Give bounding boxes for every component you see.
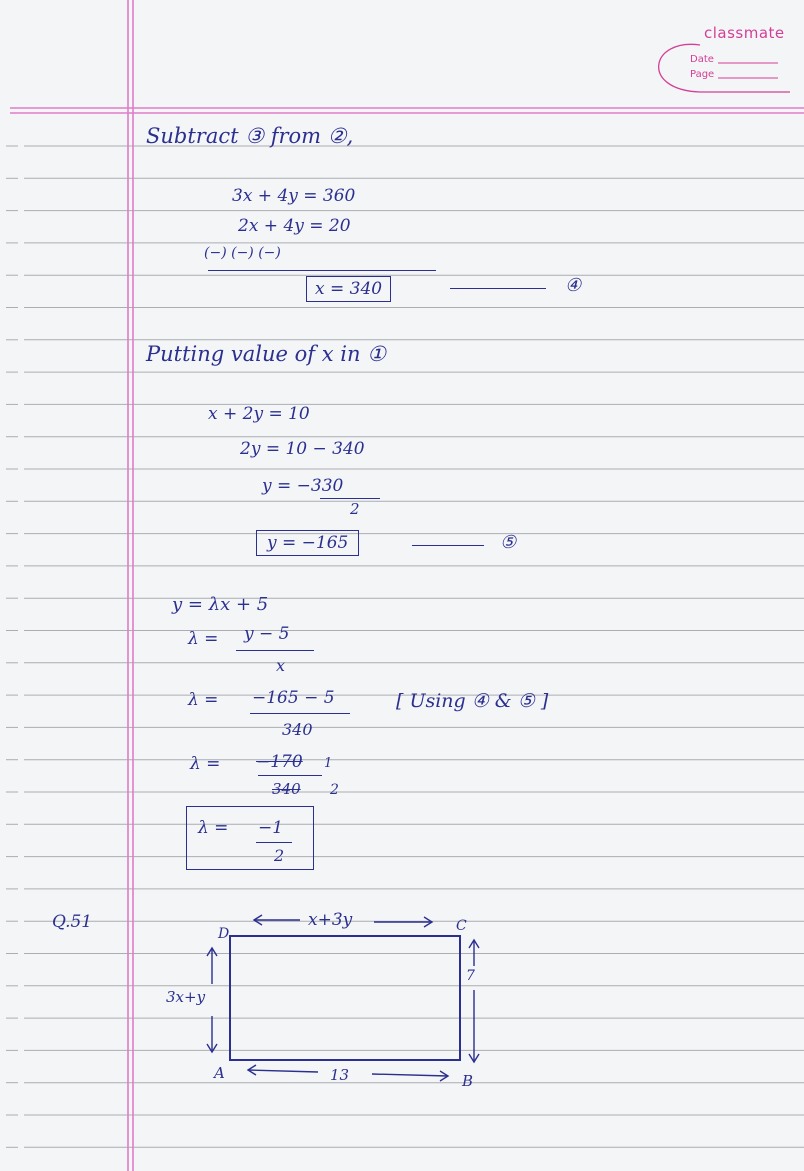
step2-tag: ⑤ — [500, 532, 517, 553]
step3-line2-denominator: x — [276, 656, 286, 675]
step3-line2-lhs: λ = — [188, 629, 219, 649]
bottom-arrow-left — [248, 1070, 318, 1072]
page-label: Page — [690, 69, 715, 80]
bottom-side-label: 13 — [330, 1066, 350, 1084]
step2-line3-numerator: y = −330 — [262, 476, 344, 496]
step3-line3-note: [ Using ④ & ⑤ ] — [396, 690, 549, 712]
step2-line2: 2y = 10 − 340 — [240, 439, 365, 459]
step2-heading: Putting value of x in ① — [146, 342, 386, 366]
step1-result-box: x = 340 — [306, 276, 391, 302]
right-side-label: 7 — [466, 968, 475, 984]
bottom-arrow-right — [372, 1074, 448, 1076]
top-side-label: x+3y — [308, 910, 353, 930]
step3-line4-numerator: −170 — [256, 752, 303, 772]
date-label: Date — [690, 54, 714, 65]
step1-eq1: 3x + 4y = 360 — [232, 186, 356, 206]
step3-line4-denominator: 340 — [272, 780, 301, 798]
step3-line4-lhs: λ = — [190, 754, 221, 774]
step1-eq2: 2x + 4y = 20 — [238, 216, 351, 236]
vertex-d-label: D — [218, 926, 230, 942]
step3-result-numerator: −1 — [258, 818, 284, 838]
step3-line2-numerator: y − 5 — [244, 624, 290, 644]
step3-result-denominator: 2 — [274, 846, 285, 865]
vertex-a-label: A — [214, 1064, 225, 1082]
question-label: Q.51 — [52, 912, 93, 932]
step2-line1: x + 2y = 10 — [208, 404, 310, 424]
step3-line3-lhs: λ = — [188, 690, 219, 710]
step2-result-box: y = −165 — [256, 530, 359, 556]
left-side-label: 3x+y — [166, 988, 206, 1006]
step3-line3-numerator: −165 − 5 — [252, 688, 335, 708]
vertex-c-label: C — [456, 918, 467, 934]
step3-line4-denominator-cancel: 2 — [330, 782, 339, 798]
step1-signs: (−) (−) (−) — [204, 245, 281, 261]
step1-heading: Subtract ③ from ②, — [146, 124, 354, 148]
step2-line3-denominator: 2 — [350, 500, 360, 518]
step3-line4-numerator-cancel: 1 — [324, 756, 333, 771]
step1-tag: ④ — [565, 275, 582, 296]
step3-line3-denominator: 340 — [282, 720, 313, 739]
vertex-b-label: B — [462, 1072, 474, 1090]
brand-logo: classmate — [704, 24, 785, 42]
rectangle-abcd — [230, 936, 460, 1060]
step3-line1: y = λx + 5 — [172, 594, 269, 615]
step3-result-lhs: λ = — [198, 818, 229, 838]
